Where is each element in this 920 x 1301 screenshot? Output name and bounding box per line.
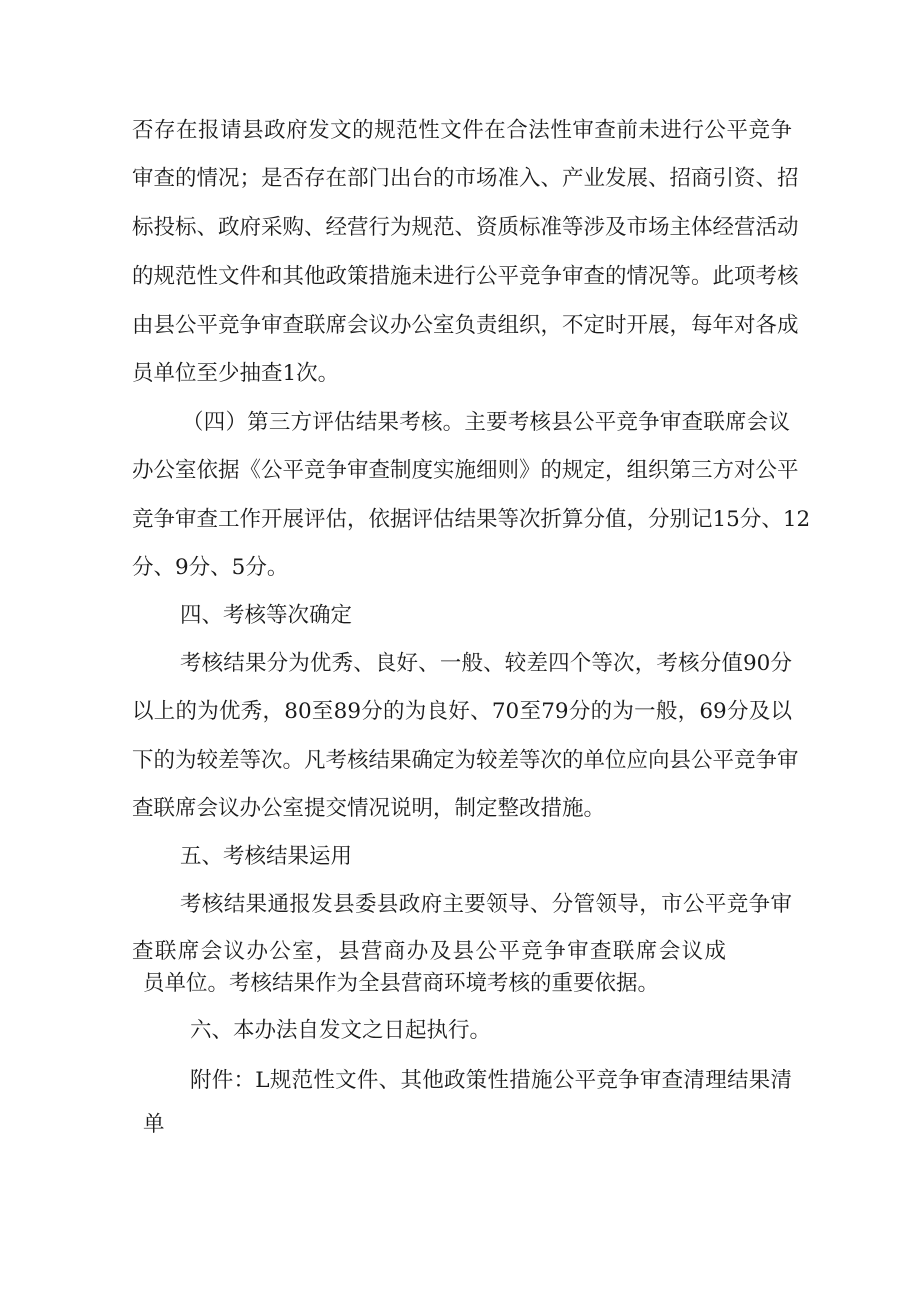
attachment-line: 单 bbox=[143, 1112, 165, 1137]
paragraph-line: 下的为较差等次。凡考核结果确定为较差等次的单位应向县公平竞争审 bbox=[132, 748, 799, 773]
paragraph-line: 的规范性文件和其他政策措施未进行公平竞争审查的情况等。此项考核 bbox=[132, 264, 799, 289]
section-heading: 四、考核等次确定 bbox=[180, 603, 353, 628]
paragraph-line: 员单位。考核结果作为全县营商环境考核的重要依据。 bbox=[143, 971, 660, 996]
paragraph-line: 分、9分、5分。 bbox=[132, 555, 289, 580]
paragraph-line: （四）第三方评估结果考核。主要考核县公平竞争审查联席会议 bbox=[182, 410, 790, 435]
paragraph-line: 办公室依据《公平竞争审查制度实施细则》的规定，组织第三方对公平 bbox=[132, 458, 799, 483]
paragraph-line: 审查的情况；是否存在部门出台的市场准入、产业发展、招商引资、招 bbox=[132, 166, 799, 191]
paragraph-line: 考核结果通报发县委县政府主要领导、分管领导，市公平竞争审 bbox=[180, 892, 792, 917]
section-heading: 五、考核结果运用 bbox=[180, 844, 353, 869]
paragraph-line: 查联席会议办公室提交情况说明，制定整改措施。 bbox=[132, 796, 606, 821]
paragraph-line: 员单位至少抽查1次。 bbox=[132, 361, 340, 386]
paragraph-line: 否存在报请县政府发文的规范性文件在合法性审查前未进行公平竞争 bbox=[132, 118, 792, 143]
paragraph-line: 以上的为优秀，80至89分的为良好、70至79分的为一般，69分及以 bbox=[132, 699, 792, 724]
paragraph-line: 考核结果分为优秀、良好、一般、较差四个等次，考核分值90分 bbox=[180, 651, 792, 676]
section-heading: 六、本办法自发文之日起执行。 bbox=[190, 1018, 492, 1043]
paragraph-line: 由县公平竞争审查联席会议办公室负责组织，不定时开展，每年对各成 bbox=[132, 313, 799, 338]
paragraph-line: 查联席会议办公室，县营商办及县公平竞争审查联席会议成 bbox=[132, 939, 728, 964]
attachment-line: 附件：L规范性文件、其他政策性措施公平竞争审查清理结果清 bbox=[190, 1068, 792, 1093]
paragraph-line: 标投标、政府采购、经营行为规范、资质标准等涉及市场主体经营活动 bbox=[132, 215, 799, 240]
paragraph-line: 竞争审查工作开展评估，依据评估结果等次折算分值，分别记15分、12 bbox=[132, 507, 811, 532]
